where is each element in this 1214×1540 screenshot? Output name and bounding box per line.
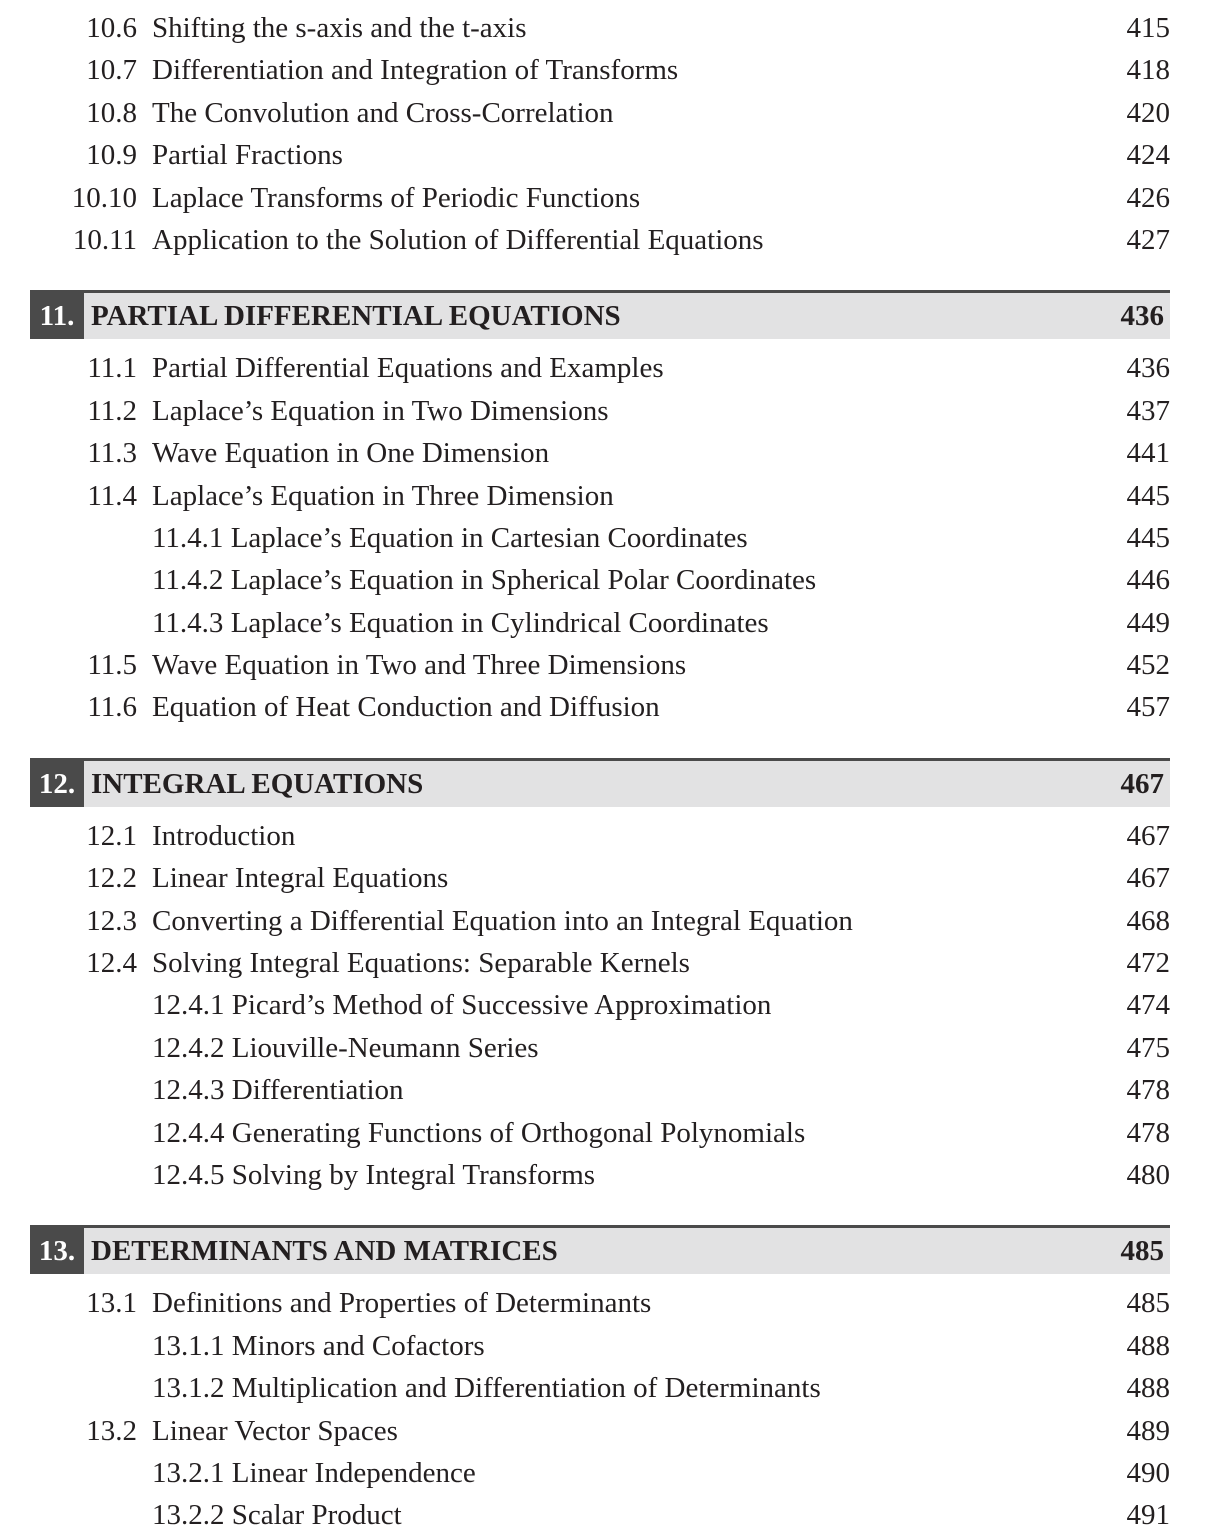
subsection-page-number: 445 xyxy=(1126,521,1170,554)
section-title: Definitions and Properties of Determinants xyxy=(152,1287,652,1320)
chapter-title: PARTIAL DIFFERENTIAL EQUATIONS xyxy=(91,300,621,333)
subsection-title: Minors and Cofactors xyxy=(231,1329,485,1362)
subsection-title-wrap xyxy=(152,1154,595,1196)
subsection-page-number: 491 xyxy=(1126,1499,1170,1532)
subsection-title-wrap xyxy=(152,1367,821,1409)
section-title: Partial Fractions xyxy=(152,139,343,172)
toc-section-entry xyxy=(0,390,1214,432)
subsection-page-number: 446 xyxy=(1126,564,1170,597)
section-number: 12.2 xyxy=(86,862,137,895)
section-number: 10.9 xyxy=(86,139,137,172)
section-title: The Convolution and Cross-Correlation xyxy=(152,96,614,129)
toc-subsection-entry xyxy=(0,1325,1214,1367)
section-page-number: 426 xyxy=(1126,181,1170,214)
subsection-number: 12.4.2 xyxy=(152,1031,225,1064)
section-page-number: 415 xyxy=(1126,12,1170,44)
toc-section-entry xyxy=(0,815,1214,857)
toc-section-entry xyxy=(0,475,1214,517)
section-number: 10.10 xyxy=(71,181,137,214)
toc-subsection-entry xyxy=(0,1112,1214,1154)
toc-section-entry xyxy=(0,686,1214,728)
toc-subsection-entry xyxy=(0,1027,1214,1069)
section-title: Application to the Solution of Differential Equations xyxy=(152,223,764,256)
toc-section-entry xyxy=(0,177,1214,219)
toc-subsection-entry xyxy=(0,517,1214,559)
chapter-number: 12. xyxy=(30,761,84,807)
section-page-number: 457 xyxy=(1126,691,1170,724)
subsection-number: 13.1.2 xyxy=(152,1372,225,1405)
toc-section-entry xyxy=(0,219,1214,261)
subsection-title: Liouville-Neumann Series xyxy=(231,1031,539,1064)
section-page-number: 424 xyxy=(1126,139,1170,172)
section-number: 11.6 xyxy=(87,691,137,724)
subsection-number: 11.4.3 xyxy=(152,606,224,639)
subsection-page-number: 474 xyxy=(1126,989,1170,1022)
subsection-title-wrap xyxy=(152,1494,402,1536)
chapter-page-number: 436 xyxy=(1120,300,1164,333)
subsection-title-wrap xyxy=(152,1325,485,1367)
subsection-title: Multiplication and Differentiation of Determinants xyxy=(231,1372,821,1405)
chapter-heading xyxy=(30,1225,1170,1274)
subsection-title: Picard’s Method of Successive Approximation xyxy=(231,989,772,1022)
toc-section-entry xyxy=(0,644,1214,686)
section-number: 11.5 xyxy=(87,649,137,682)
toc-section-entry xyxy=(0,7,1214,49)
section-title: Wave Equation in Two and Three Dimensions xyxy=(152,649,687,682)
subsection-title-wrap xyxy=(152,1452,476,1494)
subsection-title-wrap xyxy=(152,984,771,1026)
subsection-title-wrap xyxy=(152,517,748,559)
subsection-page-number: 475 xyxy=(1126,1031,1170,1064)
subsection-page-number: 480 xyxy=(1126,1158,1170,1191)
subsection-number: 13.2.2 xyxy=(152,1499,225,1532)
section-number: 10.8 xyxy=(86,96,137,129)
section-page-number: 441 xyxy=(1126,437,1170,470)
chapter-heading xyxy=(30,758,1170,807)
toc-section-entry xyxy=(0,942,1214,984)
subsection-title-wrap xyxy=(152,559,816,601)
toc-section-entry xyxy=(0,1282,1214,1324)
subsection-title: Linear Independence xyxy=(231,1456,476,1489)
chapter-number: 13. xyxy=(30,1228,84,1274)
subsection-title: Solving by Integral Transforms xyxy=(231,1158,596,1191)
subsection-page-number: 488 xyxy=(1126,1372,1170,1405)
toc-section-entry xyxy=(0,49,1214,91)
section-page-number: 472 xyxy=(1126,947,1170,980)
subsection-number: 12.4.4 xyxy=(152,1116,225,1149)
subsection-title-wrap xyxy=(152,1069,404,1111)
chapter-title: INTEGRAL EQUATIONS xyxy=(91,767,424,800)
section-title: Linear Integral Equations xyxy=(152,862,449,895)
toc-subsection-entry xyxy=(0,1069,1214,1111)
toc-subsection-entry xyxy=(0,1494,1214,1536)
section-number: 10.6 xyxy=(86,12,137,44)
section-page-number: 445 xyxy=(1126,479,1170,512)
toc-section-entry xyxy=(0,347,1214,389)
subsection-title: Laplace’s Equation in Cylindrical Coordinates xyxy=(230,606,769,639)
subsection-title-wrap xyxy=(152,1027,539,1069)
section-page-number: 427 xyxy=(1126,223,1170,256)
toc-section-entry xyxy=(0,1410,1214,1452)
section-page-number: 467 xyxy=(1126,819,1170,852)
section-page-number: 418 xyxy=(1126,54,1170,87)
subsection-title: Generating Functions of Orthogonal Polynomials xyxy=(231,1116,806,1149)
subsection-title: Laplace’s Equation in Cartesian Coordinates xyxy=(230,521,748,554)
toc-section-entry xyxy=(0,92,1214,134)
subsection-page-number: 478 xyxy=(1126,1116,1170,1149)
section-title: Equation of Heat Conduction and Diffusion xyxy=(152,691,660,724)
section-page-number: 467 xyxy=(1126,862,1170,895)
section-page-number: 489 xyxy=(1126,1414,1170,1447)
subsection-number: 12.4.5 xyxy=(152,1158,225,1191)
subsection-page-number: 449 xyxy=(1126,606,1170,639)
section-number: 12.3 xyxy=(86,904,137,937)
section-number: 11.4 xyxy=(87,479,137,512)
subsection-page-number: 490 xyxy=(1126,1456,1170,1489)
section-page-number: 452 xyxy=(1126,649,1170,682)
section-number: 13.2 xyxy=(86,1414,137,1447)
chapter-heading xyxy=(30,290,1170,339)
section-page-number: 436 xyxy=(1126,352,1170,385)
toc-subsection-entry xyxy=(0,984,1214,1026)
table-of-contents xyxy=(0,7,1214,1537)
section-number: 12.1 xyxy=(86,819,137,852)
section-title: Partial Differential Equations and Examples xyxy=(152,352,664,385)
subsection-number: 12.4.3 xyxy=(152,1074,225,1107)
subsection-page-number: 488 xyxy=(1126,1329,1170,1362)
toc-subsection-entry xyxy=(0,1154,1214,1196)
section-page-number: 468 xyxy=(1126,904,1170,937)
section-title: Wave Equation in One Dimension xyxy=(152,437,550,470)
subsection-number: 13.2.1 xyxy=(152,1456,225,1489)
chapter-number: 11. xyxy=(30,293,84,339)
chapter-title: DETERMINANTS AND MATRICES xyxy=(91,1235,558,1268)
subsection-title-wrap xyxy=(152,1112,805,1154)
toc-section-entry xyxy=(0,857,1214,899)
subsection-title-wrap xyxy=(152,602,769,644)
section-number: 13.1 xyxy=(86,1287,137,1320)
chapter-page-number: 485 xyxy=(1120,1235,1164,1268)
toc-subsection-entry xyxy=(0,1452,1214,1494)
section-page-number: 485 xyxy=(1126,1287,1170,1320)
section-page-number: 420 xyxy=(1126,96,1170,129)
toc-section-entry xyxy=(0,134,1214,176)
subsection-number: 11.4.1 xyxy=(152,521,224,554)
toc-subsection-entry xyxy=(0,1367,1214,1409)
section-title: Introduction xyxy=(152,819,296,852)
section-number: 10.7 xyxy=(86,54,137,87)
section-title: Laplace’s Equation in Three Dimension xyxy=(152,479,614,512)
subsection-title: Differentiation xyxy=(231,1074,404,1107)
section-title: Converting a Differential Equation into an Integral Equation xyxy=(152,904,853,937)
subsection-title: Scalar Product xyxy=(231,1499,402,1532)
section-number: 12.4 xyxy=(86,947,137,980)
section-number: 11.3 xyxy=(87,437,137,470)
subsection-title: Laplace’s Equation in Spherical Polar Coordinates xyxy=(230,564,817,597)
subsection-number: 12.4.1 xyxy=(152,989,225,1022)
section-title: Laplace Transforms of Periodic Functions xyxy=(152,181,641,214)
chapter-page-number: 467 xyxy=(1120,767,1164,800)
toc-subsection-entry xyxy=(0,602,1214,644)
toc-subsection-entry xyxy=(0,559,1214,601)
toc-section-entry xyxy=(0,432,1214,474)
section-title: Differentiation and Integration of Transforms xyxy=(152,54,679,87)
section-title: Linear Vector Spaces xyxy=(152,1414,398,1447)
section-title: Laplace’s Equation in Two Dimensions xyxy=(152,394,609,427)
subsection-number: 13.1.1 xyxy=(152,1329,225,1362)
section-number: 11.1 xyxy=(87,352,137,385)
section-title: Shifting the s-axis and the t-axis xyxy=(152,12,527,44)
section-number: 10.11 xyxy=(72,223,137,256)
section-page-number: 437 xyxy=(1126,394,1170,427)
section-number: 11.2 xyxy=(87,394,137,427)
subsection-page-number: 478 xyxy=(1126,1074,1170,1107)
subsection-number: 11.4.2 xyxy=(152,564,224,597)
section-title: Solving Integral Equations: Separable Kernels xyxy=(152,947,690,980)
toc-section-entry xyxy=(0,900,1214,942)
